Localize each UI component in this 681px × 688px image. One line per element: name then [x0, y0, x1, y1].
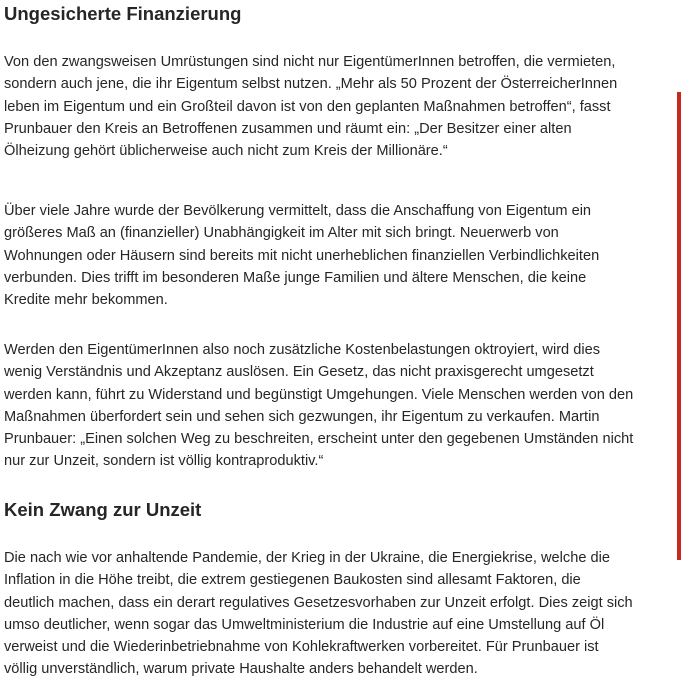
- article-paragraph-2: Über viele Jahre wurde der Bevölkerung vermittelt, dass die Anschaffung von Eigentum ein größeres Maß an (finanzieller) Unabhängigkeit im Alter mit sich bringt. Neuerwerb von Wohnungen oder Häusern sind bereits mit nicht unerheblichen finanziellen Verbindlichkeiten verbunden. Dies trifft im besonderen Maße junge Familien und ältere Menschen, die keine Kredite mehr bekommen.: [4, 203, 600, 309]
- article-paragraph-4: Die nach wie vor anhaltende Pandemie, der Krieg in der Ukraine, die Energiekrise, welche die Inflation in die Höhe treibt, die extrem gestiegenen Baukosten sind allesamt Faktoren, die deutlich machen, dass ein derart regulatives Gesetzesvorhaben zur Unzeit erfolgt. Dies zeigt sich umso deutlicher, wenn sogar das Umweltministerium die Industrie auf eine Umstellung auf Öl verweist und die Wiederinbetriebnahme von Kohlekraftwerken vorbereitet. Für Prunbauer ist völlig unverständlich, warum private Haushalte anders behandelt werden.: [4, 550, 633, 678]
- article-paragraph-3: Werden den EigentümerInnen also noch zusätzliche Kostenbelastungen oktroyiert, wird dies wenig Verständnis und Akzeptanz auslösen. Ein Gesetz, das nicht praxisgerecht umgesetzt werden kann, führt zu Widerstand und begünstigt Umgehungen. Viele Menschen werden von den Maßnahmen überfordert sein und sehen sich gezwungen, ihr Eigentum zu verkaufen. Martin Prunbauer: „Einen solchen Weg zu beschreiten, erscheint unter den gegebenen Umständen nicht nur zur Unzeit, sondern ist völlig kontraproduktiv.“: [4, 342, 634, 470]
- section-heading-ungesicherte-finanzierung: Ungesicherte Finanzierung: [4, 3, 242, 24]
- sidebar-accent-bar: [677, 92, 681, 560]
- article-paragraph-1: Von den zwangsweisen Umrüstungen sind nicht nur EigentümerInnen betroffen, die vermieten, sondern auch jene, die ihr Eigentum selbst nutzen. „Mehr als 50 Prozent der ÖsterreicherInnen leben im Eigentum und ein Großteil davon ist von den geplanten Maßnahmen betroffen“, fasst Prunbauer den Kreis an Betroffenen zusammen und räumt ein: „Der Besitzer einer alten Ölheizung gehört üblicherweise auch nicht zum Kreis der Millionäre.“: [4, 54, 618, 160]
- section-heading-kein-zwang: Kein Zwang zur Unzeit: [4, 499, 202, 520]
